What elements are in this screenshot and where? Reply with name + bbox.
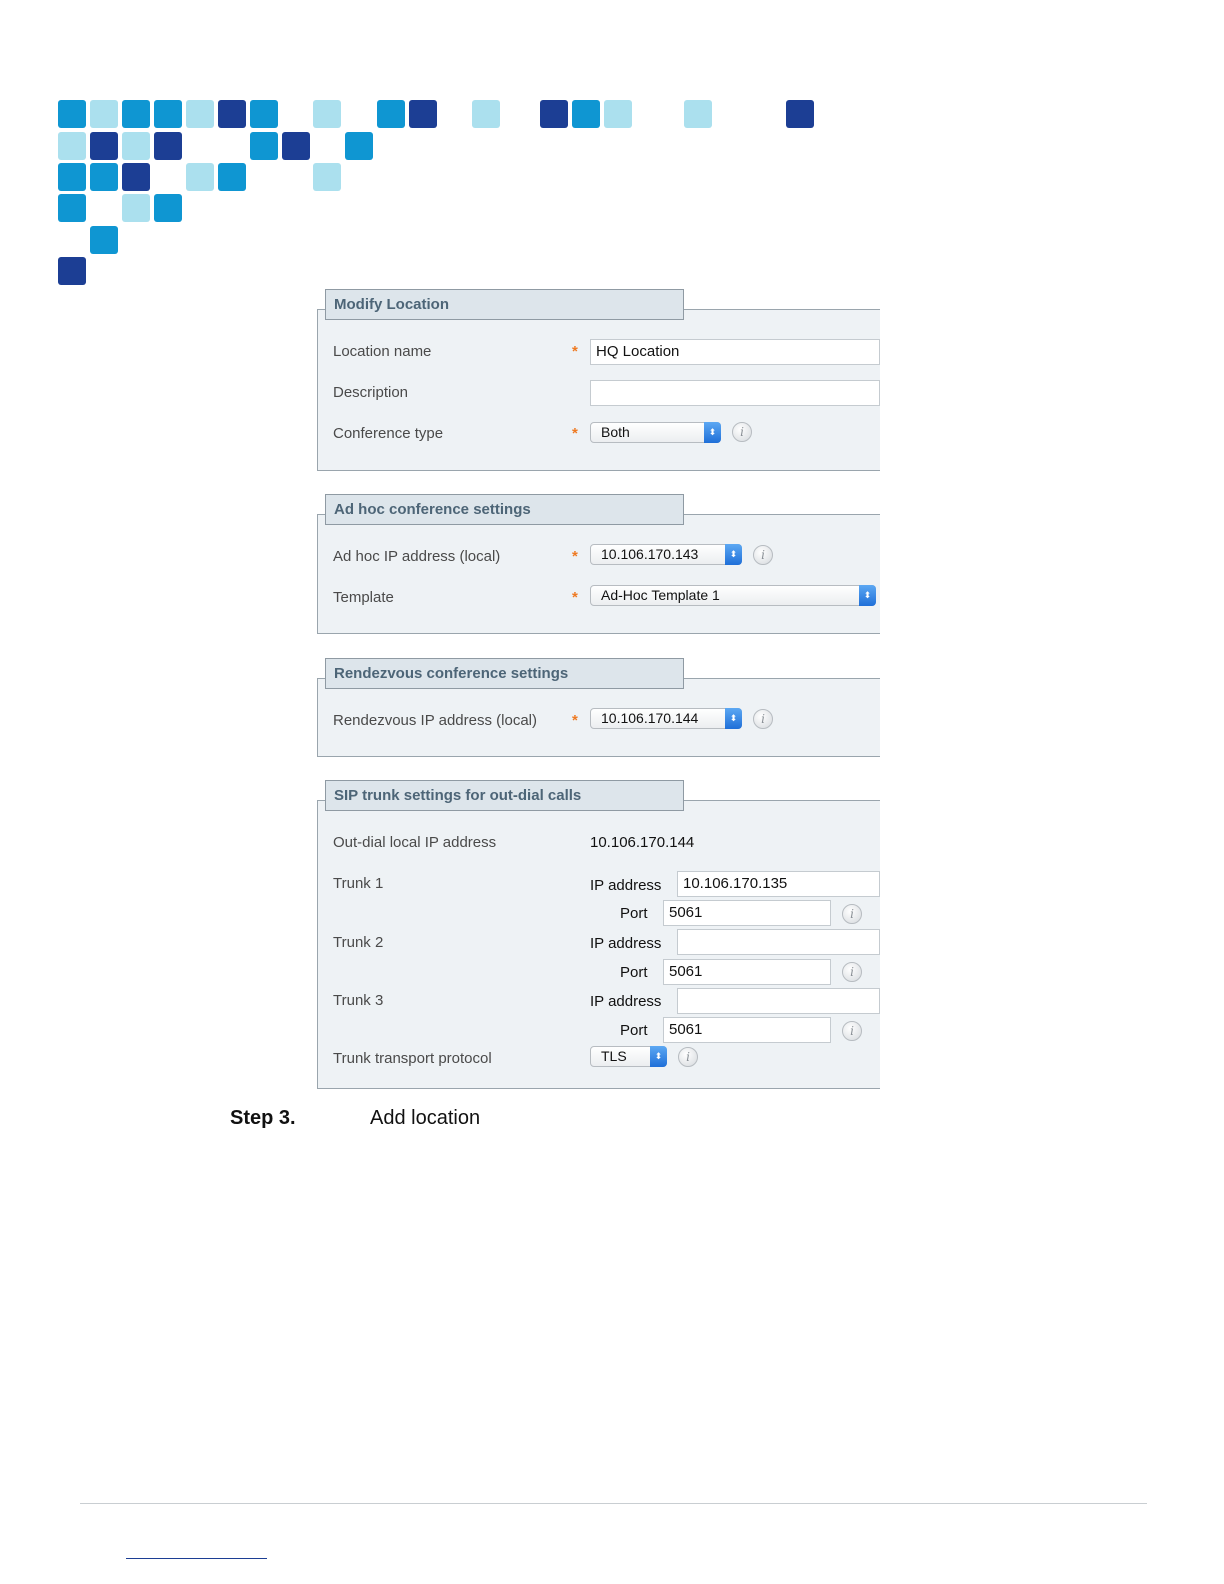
conference-type-select[interactable] [590, 422, 721, 443]
tile [786, 100, 814, 128]
trunk-1-port-label: Port [620, 905, 648, 922]
tile [572, 100, 600, 128]
required-marker: * [572, 712, 578, 729]
adhoc-ip-value: 10.106.170.143 [601, 546, 699, 562]
outdial-ip-label: Out-dial local IP address [333, 834, 497, 851]
trunk-1-port-input[interactable]: 5061 [663, 900, 831, 926]
tile [313, 100, 341, 128]
trunk-3-port-label: Port [620, 1022, 648, 1039]
adhoc-ip-select[interactable] [590, 544, 742, 565]
tile [154, 132, 182, 160]
info-icon[interactable]: i [842, 904, 862, 924]
select-arrows-icon: ⬍ [725, 544, 742, 565]
adhoc-settings-panel [317, 514, 880, 634]
tile [58, 100, 86, 128]
trunk-2-ip-label: IP address [590, 935, 662, 952]
tile [122, 132, 150, 160]
rendezvous-settings-heading: Rendezvous conference settings [325, 658, 684, 689]
tile [684, 100, 712, 128]
tile [218, 100, 246, 128]
rendezvous-ip-label: Rendezvous IP address (local) [333, 712, 537, 729]
transport-protocol-value: TLS [601, 1048, 627, 1064]
tile [540, 100, 568, 128]
info-icon[interactable]: i [842, 962, 862, 982]
template-value: Ad-Hoc Template 1 [601, 587, 720, 603]
trunk-3-ip-input[interactable] [677, 988, 880, 1014]
trunk-2-port-label: Port [620, 964, 648, 981]
template-label: Template [333, 589, 394, 606]
rendezvous-ip-value: 10.106.170.144 [601, 710, 699, 726]
trunk-1-label: Trunk 1 [333, 875, 384, 892]
rendezvous-ip-select[interactable] [590, 708, 742, 729]
trunk-2-label: Trunk 2 [333, 934, 384, 951]
tile [409, 100, 437, 128]
tile [472, 100, 500, 128]
tile [58, 194, 86, 222]
adhoc-settings-heading: Ad hoc conference settings [325, 494, 684, 525]
select-arrows-icon: ⬍ [704, 422, 721, 443]
step-text: Add location [370, 1107, 481, 1129]
trunk-1-ip-label: IP address [590, 877, 662, 894]
info-icon[interactable]: i [842, 1021, 862, 1041]
select-arrows-icon: ⬍ [650, 1046, 667, 1067]
tile [250, 132, 278, 160]
tile [90, 132, 118, 160]
trunk-1-ip-input[interactable]: 10.106.170.135 [677, 871, 880, 897]
select-arrows-icon: ⬍ [859, 585, 876, 606]
template-select[interactable] [590, 585, 876, 606]
tile [345, 132, 373, 160]
trunk-3-port-input[interactable]: 5061 [663, 1017, 831, 1043]
sip-trunk-settings-heading: SIP trunk settings for out-dial calls [325, 780, 684, 811]
info-icon[interactable]: i [678, 1047, 698, 1067]
transport-protocol-label: Trunk transport protocol [333, 1050, 492, 1067]
info-icon[interactable]: i [753, 709, 773, 729]
tile [122, 100, 150, 128]
step-number: Step 3. [230, 1107, 296, 1129]
tile [313, 163, 341, 191]
trunk-3-label: Trunk 3 [333, 992, 384, 1009]
tile [154, 100, 182, 128]
info-icon[interactable]: i [753, 545, 773, 565]
tile [122, 194, 150, 222]
location-name-label: Location name [333, 343, 432, 360]
description-label: Description [333, 384, 409, 401]
adhoc-ip-label: Ad hoc IP address (local) [333, 548, 501, 565]
conference-type-label: Conference type [333, 425, 444, 442]
tile [58, 163, 86, 191]
required-marker: * [572, 425, 578, 442]
conference-type-value: Both [601, 424, 630, 440]
location-name-input[interactable]: HQ Location [590, 339, 880, 365]
tile [90, 226, 118, 254]
trunk-3-ip-label: IP address [590, 993, 662, 1010]
tile [186, 100, 214, 128]
footer-divider [80, 1503, 1147, 1504]
tile [58, 257, 86, 285]
tile [90, 163, 118, 191]
transport-protocol-select[interactable] [590, 1046, 667, 1067]
tile [604, 100, 632, 128]
tile [282, 132, 310, 160]
tile [377, 100, 405, 128]
tile [154, 194, 182, 222]
select-arrows-icon: ⬍ [725, 708, 742, 729]
trunk-2-ip-input[interactable] [677, 929, 880, 955]
required-marker: * [572, 343, 578, 360]
tile [186, 163, 214, 191]
tile [90, 100, 118, 128]
outdial-ip-value: 10.106.170.144 [590, 834, 695, 851]
required-marker: * [572, 548, 578, 565]
required-marker: * [572, 589, 578, 606]
info-icon[interactable]: i [732, 422, 752, 442]
tile [218, 163, 246, 191]
footer-underline [126, 1558, 267, 1559]
modify-location-heading: Modify Location [325, 289, 684, 320]
tile [250, 100, 278, 128]
tile [122, 163, 150, 191]
description-input[interactable] [590, 380, 880, 406]
tile [58, 132, 86, 160]
trunk-2-port-input[interactable]: 5061 [663, 959, 831, 985]
